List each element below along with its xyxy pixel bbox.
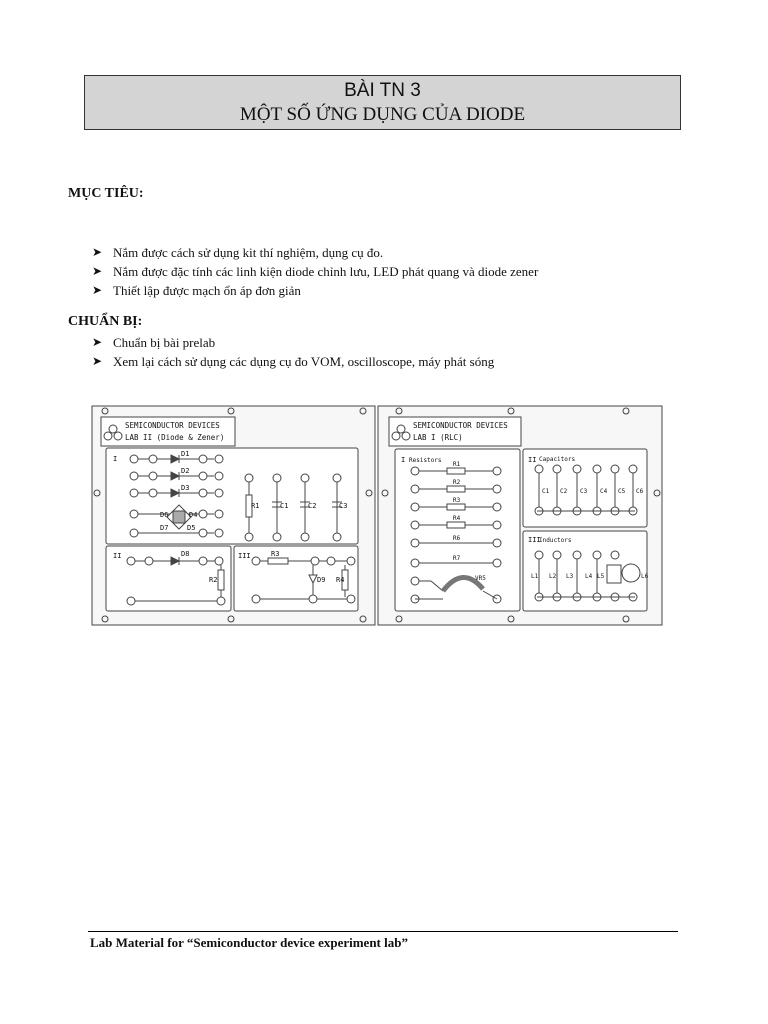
section-label: II bbox=[113, 552, 122, 560]
lab-kit-diagram bbox=[91, 405, 663, 627]
arrow-bullet-icon: ➤ bbox=[92, 283, 103, 297]
list-item: ➤ Xem lại cách sử dụng các dụng cụ đo VOM, oscilloscope, máy phát sóng bbox=[92, 354, 495, 369]
component-label: R1 bbox=[251, 502, 260, 510]
lab1-board-subtitle: LAB I (RLC) bbox=[413, 433, 463, 442]
lab-title-box bbox=[84, 75, 681, 130]
section-diode-panel bbox=[106, 448, 358, 544]
lab1-board-title: SEMICONDUCTOR DEVICES bbox=[413, 421, 508, 430]
component-label: D6 bbox=[160, 511, 169, 519]
component-label: VR5 bbox=[475, 575, 486, 582]
component-label: L2 bbox=[549, 573, 557, 580]
lab2-board-subtitle: LAB II (Diode & Zener) bbox=[125, 433, 225, 442]
component-label: R2 bbox=[209, 576, 218, 584]
component-label: R3 bbox=[271, 550, 280, 558]
component-label: D5 bbox=[187, 524, 196, 532]
list-item: ➤ Thiết lập được mạch ổn áp đơn giản bbox=[92, 283, 301, 298]
component-label: R2 bbox=[453, 479, 461, 486]
objectives-list bbox=[92, 243, 538, 300]
component-label: R4 bbox=[336, 576, 345, 584]
lab-kit-figure bbox=[91, 405, 663, 627]
arrow-bullet-icon: ➤ bbox=[92, 245, 103, 259]
footer-text: Lab Material for “Semiconductor device experiment lab” bbox=[90, 935, 408, 950]
list-item: ➤ Nắm được cách sử dụng kit thí nghiệm, dụng cụ đo. bbox=[92, 245, 384, 260]
list-item: ➤ Chuẩn bị bài prelab bbox=[92, 335, 216, 350]
footer-divider bbox=[88, 931, 678, 932]
lab-number: BÀI TN 3 bbox=[344, 80, 421, 101]
component-label: D7 bbox=[160, 524, 169, 532]
component-label: C1 bbox=[280, 502, 289, 510]
component-label: L4 bbox=[585, 573, 593, 580]
component-label: C1 bbox=[542, 488, 550, 495]
component-label: D8 bbox=[181, 550, 190, 558]
preparation-heading: CHUẨN BỊ: bbox=[68, 314, 143, 329]
component-label: R1 bbox=[453, 461, 461, 468]
component-label: D3 bbox=[181, 484, 190, 492]
component-label: C3 bbox=[339, 502, 348, 510]
component-label: L1 bbox=[531, 573, 539, 580]
lab2-board-title: SEMICONDUCTOR DEVICES bbox=[125, 421, 220, 430]
component-label: R7 bbox=[453, 555, 461, 562]
component-label: C6 bbox=[636, 488, 644, 495]
preparation-list bbox=[92, 333, 494, 371]
component-label: C4 bbox=[600, 488, 608, 495]
component-label: R4 bbox=[453, 515, 461, 522]
component-label: C5 bbox=[618, 488, 626, 495]
component-label: L5 bbox=[597, 573, 605, 580]
section-label: II bbox=[528, 456, 537, 464]
objectives-heading: MỤC TIÊU: bbox=[68, 186, 144, 201]
arrow-bullet-icon: ➤ bbox=[92, 335, 103, 349]
component-label: D1 bbox=[181, 450, 190, 458]
list-item: ➤ Nắm được đặc tính các linh kiện diode chỉnh lưu, LED phát quang và diode zener bbox=[92, 264, 539, 279]
component-label: C2 bbox=[308, 502, 317, 510]
component-label: C3 bbox=[580, 488, 588, 495]
component-label: R3 bbox=[453, 497, 461, 504]
component-label: R6 bbox=[453, 535, 461, 542]
section-name: Inductors bbox=[539, 537, 572, 544]
section-label: I bbox=[401, 456, 406, 464]
component-label: D9 bbox=[317, 576, 326, 584]
lab-title: MỘT SỐ ỨNG DỤNG CỦA DIODE bbox=[239, 104, 526, 125]
section-name: Capacitors bbox=[539, 456, 576, 463]
component-label: L6 bbox=[641, 573, 649, 580]
component-label: D4 bbox=[189, 511, 198, 519]
component-label: D2 bbox=[181, 467, 190, 475]
section-name: Resistors bbox=[409, 457, 442, 464]
section-label: I bbox=[113, 455, 118, 463]
component-label: C2 bbox=[560, 488, 568, 495]
component-label: L3 bbox=[566, 573, 574, 580]
section-label: III bbox=[528, 536, 541, 544]
section-label: III bbox=[238, 552, 251, 560]
arrow-bullet-icon: ➤ bbox=[92, 264, 103, 278]
arrow-bullet-icon: ➤ bbox=[92, 354, 103, 368]
